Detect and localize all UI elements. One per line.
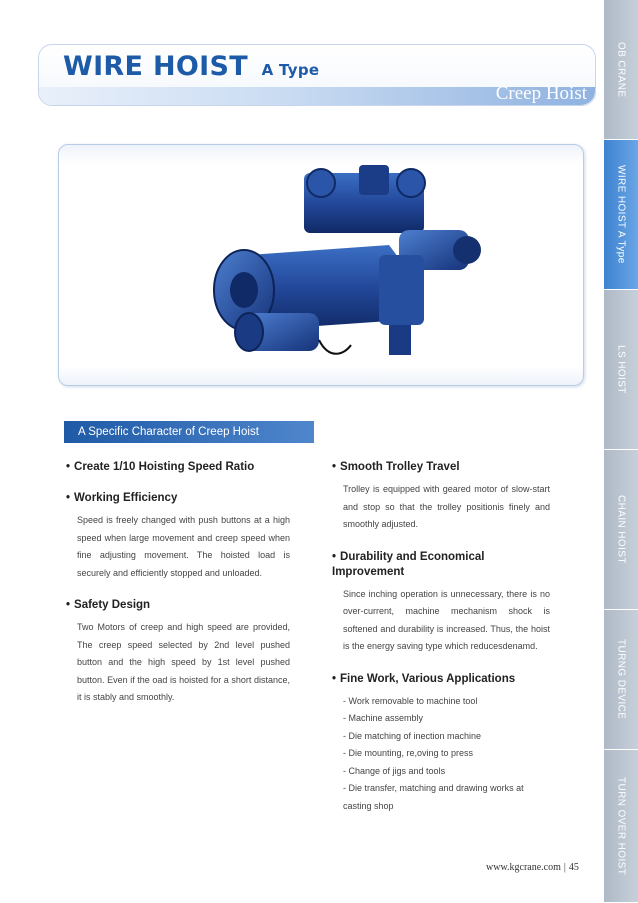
- feature-text: Since inching operation is unnecessary, there is no over-current, machine mechanism shock is softened and durability is increased. Thus, the hoist is the energy saving type which reducesdenamd.: [343, 588, 550, 651]
- feature-block: [332, 460, 550, 534]
- page-title-main: WIRE HOIST: [63, 51, 248, 82]
- list-item: - Die mounting, re,oving to press: [343, 748, 474, 758]
- side-tab-chain-hoist[interactable]: CHAIN HOIST: [604, 450, 638, 610]
- footer-separator: |: [563, 862, 566, 873]
- list-item: - Work removable to machine tool: [343, 695, 478, 706]
- list-item: - Die matching of inection machine: [343, 730, 482, 741]
- applications-list: [343, 693, 550, 816]
- feature-block: [66, 460, 290, 475]
- feature-block: [66, 598, 290, 707]
- side-tab-wire-hoist[interactable]: WIRE HOIST A Type: [604, 140, 638, 290]
- list-item: - Change of jigs and tools: [343, 765, 446, 776]
- page-footer: [486, 862, 579, 873]
- side-tab-turn-over-hoist[interactable]: TURN OVER HOIST: [604, 750, 638, 903]
- hoist-photo: [59, 145, 583, 385]
- feature-heading: • Create 1/10 Hoisting Speed Ratio: [66, 461, 255, 473]
- feature-heading: • Safety Design: [66, 599, 151, 611]
- header-banner: [38, 44, 596, 106]
- list-item: - Machine assembly: [343, 713, 424, 723]
- feature-text: Trolley is equipped with geared motor of slow-start and stop so that the trolley positionis finely and smoothly adjusted.: [343, 484, 550, 529]
- right-column: [332, 460, 550, 831]
- applications-block: [332, 672, 550, 816]
- feature-block: [66, 491, 290, 582]
- page-title-suffix: A Type: [261, 61, 320, 79]
- section-header: A Specific Character of Creep Hoist: [64, 421, 314, 443]
- side-tab-ob-crane[interactable]: OB CRANE: [604, 0, 638, 140]
- applications-heading: • Fine Work, Various Applications: [332, 672, 516, 685]
- feature-text: Two Motors of creep and high speed are provided, The creep speed selected by 2nd level pushed button and the high speed by 1st level pushed button. Even if the oad is hoisted for a short distance, it is stably and smoothly.: [77, 622, 290, 702]
- footer-url[interactable]: www.kgcrane.com: [486, 862, 561, 873]
- page-title: [63, 51, 319, 82]
- side-tab-ls-hoist[interactable]: LS HOIST: [604, 290, 638, 450]
- side-tab-bar: [604, 0, 638, 903]
- feature-heading: • Smooth Trolley Travel: [332, 461, 460, 473]
- feature-heading: • Working Efficiency: [66, 492, 178, 504]
- feature-heading: • Durability and Economical Improvement: [332, 550, 485, 578]
- product-photo-frame: [58, 144, 584, 386]
- list-item: - Die transfer, matching and drawing works at casting shop: [343, 783, 524, 811]
- side-tab-turng-device[interactable]: TURNG DEVICE: [604, 610, 638, 750]
- page-number: 45: [568, 862, 579, 873]
- left-column: [66, 460, 290, 723]
- feature-block: [332, 550, 550, 656]
- page-subtitle: Creep Hoist: [495, 83, 587, 104]
- feature-text: Speed is freely changed with push buttons at a high speed when large movement and creep speed when fine adjusting movement. The hoisted load is securely and efficiently stopped and unloaded.: [77, 515, 290, 578]
